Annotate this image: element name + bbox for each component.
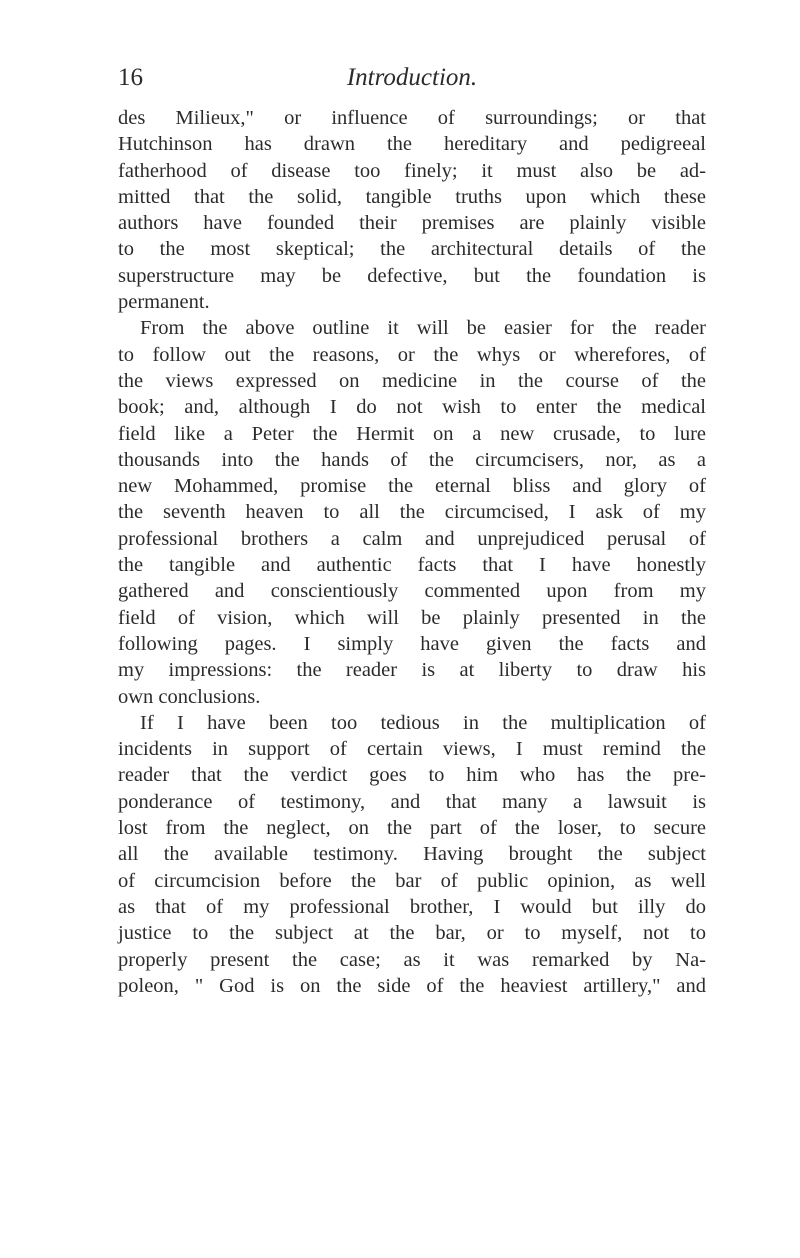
text-line: field like a Peter the Hermit on a new crusade, to lure bbox=[118, 422, 706, 445]
text-line: permanent. bbox=[118, 291, 210, 314]
text-line: authors have founded their premises are plainly visible bbox=[118, 212, 706, 235]
text-line: all the available testimony. Having brought the subject bbox=[118, 843, 706, 866]
text-line: ponderance of testimony, and that many a lawsuit is bbox=[118, 790, 706, 813]
text-line: justice to the subject at the bar, or to myself, not to bbox=[118, 922, 706, 945]
text-line: incidents in support of certain views, I must remind the bbox=[118, 738, 706, 761]
text-line: gathered and conscientiously commented upon from my bbox=[118, 580, 706, 603]
text-line: lost from the neglect, on the part of the loser, to secure bbox=[118, 817, 706, 840]
text-line: thousands into the hands of the circumcisers, nor, as a bbox=[118, 448, 706, 471]
paragraph bbox=[118, 105, 706, 315]
text-line: new Mohammed, promise the eternal bliss and glory of bbox=[118, 475, 706, 498]
paragraph bbox=[118, 710, 706, 999]
text-line: Hutchinson has drawn the hereditary and pedigreeal bbox=[118, 133, 706, 156]
text-line: to follow out the reasons, or the whys or wherefores, of bbox=[118, 343, 706, 366]
text-line: From the above outline it will be easier for the reader bbox=[140, 317, 706, 340]
text-line: own conclusions. bbox=[118, 685, 261, 708]
text-line: of circumcision before the bar of public opinion, as well bbox=[118, 869, 706, 892]
body-text bbox=[118, 105, 706, 999]
text-line: poleon, " God is on the side of the heaviest artillery," and bbox=[118, 974, 706, 997]
text-line: the seventh heaven to all the circumcised, I ask of my bbox=[118, 501, 706, 524]
paragraph bbox=[118, 315, 706, 709]
text-line: des Milieux," or influence of surroundings; or that bbox=[118, 107, 706, 129]
page-number: 16 bbox=[118, 64, 143, 91]
text-line: professional brothers a calm and unprejudiced perusal of bbox=[118, 527, 706, 550]
text-line: reader that the verdict goes to him who has the pre- bbox=[118, 764, 706, 787]
text-line: superstructure may be defective, but the foundation is bbox=[118, 264, 706, 287]
text-line: the tangible and authentic facts that I have honestly bbox=[118, 554, 706, 577]
text-line: my impressions: the reader is at liberty to draw his bbox=[118, 659, 706, 682]
text-line: properly present the case; as it was remarked by Na- bbox=[118, 948, 706, 971]
text-line: following pages. I simply have given the facts and bbox=[118, 632, 706, 655]
text-line: to the most skeptical; the architectural details of the bbox=[118, 238, 706, 261]
text-line: If I have been too tedious in the multiplication of bbox=[140, 711, 706, 734]
text-line: fatherhood of disease too finely; it must also be ad- bbox=[118, 159, 706, 182]
running-head: Introduction. bbox=[346, 64, 478, 91]
text-line: field of vision, which will be plainly presented in the bbox=[118, 606, 706, 629]
text-line: book; and, although I do not wish to enter the medical bbox=[118, 396, 706, 419]
text-line: the views expressed on medicine in the course of the bbox=[118, 369, 706, 392]
text-line: as that of my professional brother, I would but illy do bbox=[118, 895, 706, 918]
page-header bbox=[118, 62, 706, 94]
text-line: mitted that the solid, tangible truths upon which these bbox=[118, 185, 706, 208]
